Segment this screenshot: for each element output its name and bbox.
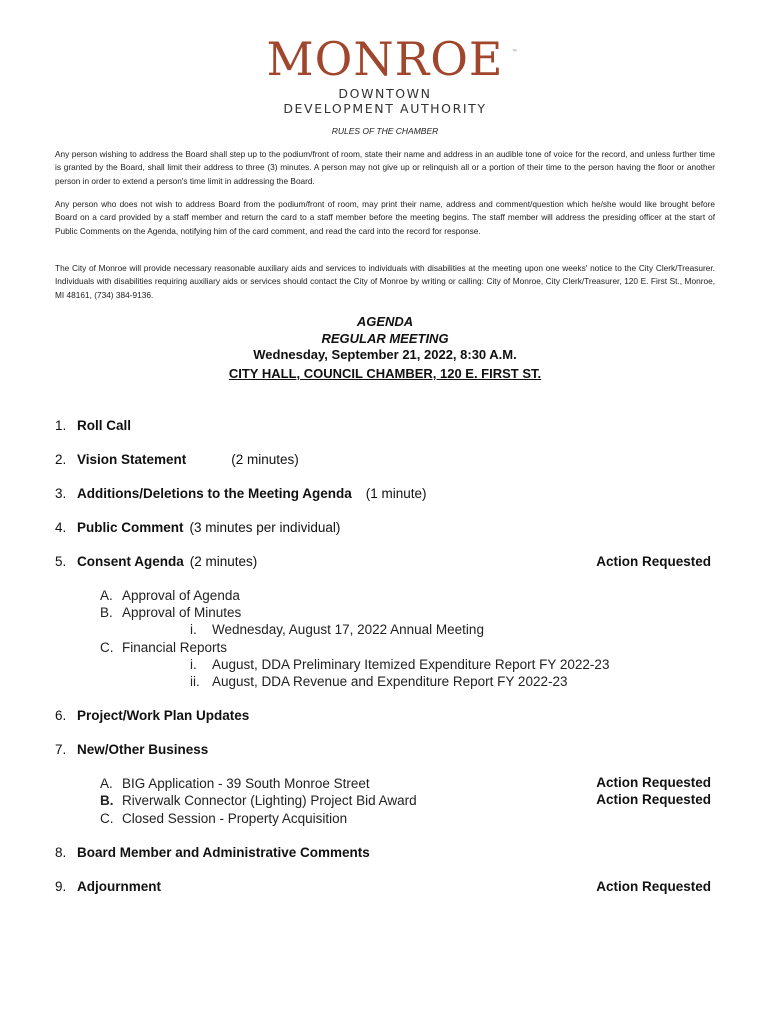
subitem-marker: ii. [190, 674, 200, 689]
consent-subitem-a [100, 587, 240, 604]
agenda-item-public-comment [55, 519, 711, 536]
item-note: (3 minutes per individual) [189, 520, 341, 535]
agenda-item-consent-agenda [55, 553, 711, 570]
item-number: 1. [55, 418, 67, 433]
agenda-item-board-comments [55, 844, 711, 861]
item-note: (2 minutes) [189, 554, 258, 569]
item-number: 4. [55, 520, 67, 535]
item-number: 3. [55, 486, 67, 501]
subitem-marker: A. [100, 776, 113, 791]
logo-line-authority: DEVELOPMENT AUTHORITY [283, 101, 487, 116]
agenda-item-adjournment [55, 878, 711, 895]
business-subitem-b [100, 792, 417, 809]
agenda-title: AGENDA [356, 314, 414, 329]
item-title: Consent Agenda [77, 554, 184, 569]
item-title: New/Other Business [77, 742, 209, 757]
item-note: (2 minutes) [231, 452, 299, 467]
agenda-item-roll-call [55, 417, 711, 434]
subitem-marker: C. [100, 640, 114, 655]
action-requested-label: Action Requested [596, 775, 711, 790]
subitem-text: August, DDA Preliminary Itemized Expenditure Report FY 2022-23 [212, 657, 610, 672]
agenda-item-new-business [55, 741, 711, 758]
subitem-text: Approval of Agenda [122, 588, 240, 603]
subitem-marker: A. [100, 588, 113, 603]
item-note: (1 minute) [365, 486, 427, 501]
consent-subitem-b-i [190, 621, 484, 638]
item-title: Vision Statement [77, 452, 187, 467]
consent-subitem-c [100, 639, 227, 656]
meeting-date: Wednesday, September 21, 2022, 8:30 A.M. [253, 347, 517, 362]
agenda-item-additions-deletions [55, 485, 711, 502]
subitem-marker: i. [190, 657, 197, 672]
action-requested-label: Action Requested [596, 554, 711, 569]
subitem-text: Financial Reports [122, 640, 228, 655]
subitem-text: BIG Application - 39 South Monroe Street [122, 776, 370, 791]
subitem-text: Approval of Minutes [122, 605, 242, 620]
item-number: 7. [55, 742, 67, 757]
agenda-item-project-updates [55, 707, 711, 724]
subitem-text: Wednesday, August 17, 2022 Annual Meeting [212, 622, 484, 637]
subitem-marker: i. [190, 622, 197, 637]
business-subitem-c [100, 810, 347, 827]
rules-paragraph-3: The City of Monroe will provide necessary reasonable auxiliary aids and services to individuals with disabilities at the meeting upon one weeks' notice to the City Clerk/Treasurer. Individuals with disabilities requiring auxiliary aids or services should contact the City of Monroe by writing or calling: City of Monroe, City Clerk/Treasurer, 120 E. First St., Monroe, MI 48161, (734) 384-9136. [55, 263, 715, 300]
meeting-type: REGULAR MEETING [321, 331, 449, 346]
consent-subitem-c-ii [190, 673, 567, 690]
item-number: 8. [55, 845, 67, 860]
logo-trademark: ™ [511, 49, 518, 56]
logo-wordmark [266, 32, 518, 86]
item-title: Project/Work Plan Updates [77, 708, 250, 723]
monroe-dda-logo [0, 34, 770, 117]
item-number: 5. [55, 554, 67, 569]
item-title: Adjournment [77, 879, 161, 894]
subitem-marker: B. [100, 605, 113, 620]
subitem-text: August, DDA Revenue and Expenditure Report FY 2022-23 [212, 674, 568, 689]
consent-subitem-c-i [190, 656, 609, 673]
item-title: Roll Call [77, 418, 132, 433]
subitem-text: Closed Session - Property Acquisition [122, 811, 348, 826]
business-subitem-a [100, 775, 370, 792]
consent-subitem-b [100, 604, 241, 621]
subitem-text: Riverwalk Connector (Lighting) Project Bid Award [122, 793, 417, 808]
rules-paragraph-2: Any person who does not wish to address Board from the podium/front of room, may print their name, address and comment/question which he/she would like brought before Board on a card provided by a staff member and return the card to a staff member before the meeting begins. The staff member will address the presiding officer at the start of Public Comments on the Agenda, notifying him of the card comment, and read the card into the record for response. [55, 199, 715, 236]
logo-line-downtown: DOWNTOWN [338, 86, 432, 101]
item-number: 6. [55, 708, 67, 723]
item-title: Additions/Deletions to the Meeting Agenda [77, 486, 352, 501]
item-title: Board Member and Administrative Comments [77, 845, 370, 860]
item-number: 2. [55, 452, 67, 467]
meeting-location: CITY HALL, COUNCIL CHAMBER, 120 E. FIRST ST. [228, 366, 542, 381]
item-number: 9. [55, 879, 67, 894]
subitem-marker: B. [100, 793, 114, 808]
subitem-marker: C. [100, 811, 114, 826]
rules-paragraph-1: Any person wishing to address the Board shall step up to the podium/front of room, state their name and address in an audible tone of voice for the record, and unless further time is granted by the Board, shall limit their address to three (3) minutes. A person may not give up or relinquish all or a portion of their time to the person having the floor or another person in order to extend a person's time limit in addressing the Board. [55, 149, 715, 186]
logo-name: MONROE [266, 32, 504, 86]
action-requested-label: Action Requested [596, 879, 711, 894]
rules-title: RULES OF THE CHAMBER [331, 126, 439, 136]
item-title: Public Comment [77, 520, 184, 535]
agenda-item-vision-statement [55, 451, 711, 468]
action-requested-label: Action Requested [596, 792, 711, 807]
